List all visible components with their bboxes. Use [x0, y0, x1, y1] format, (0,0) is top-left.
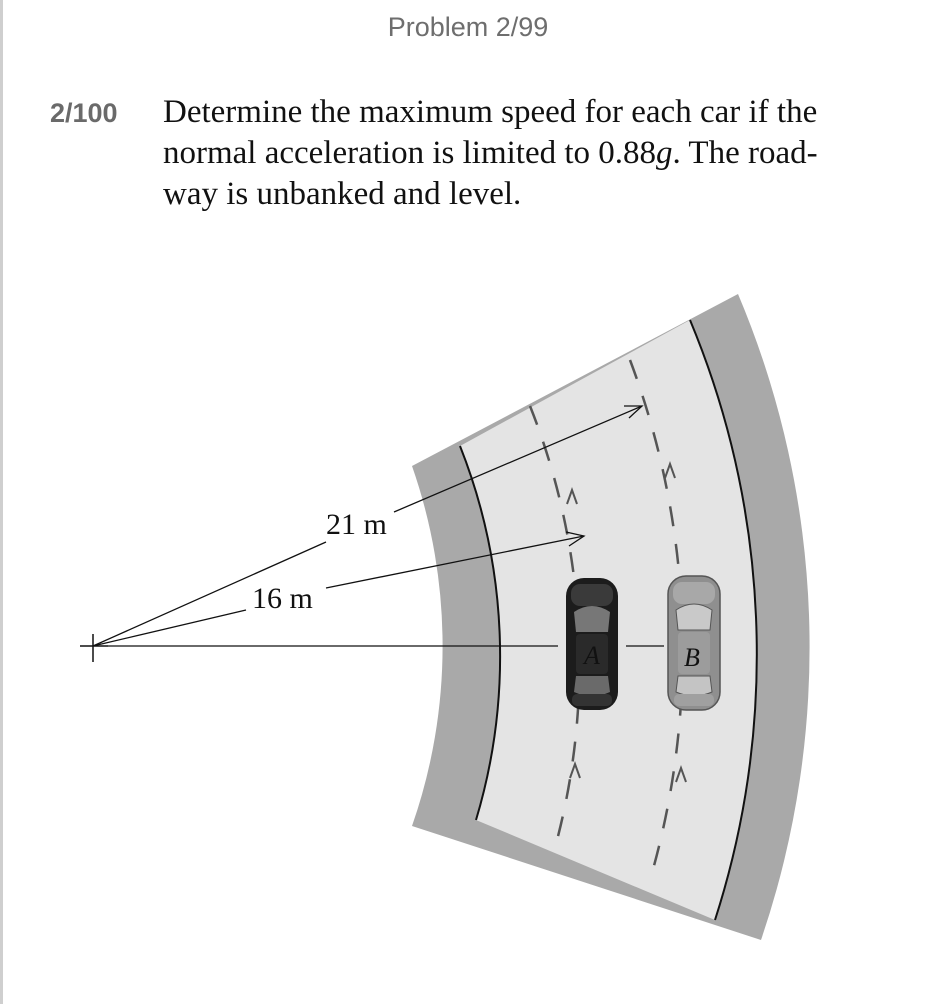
car-b-label: B — [684, 643, 700, 672]
car-a — [566, 578, 618, 710]
statement-line-2b: . The road- — [672, 135, 818, 171]
statement-line-1: Determine the maximum speed for each car if the — [163, 94, 818, 130]
problem-number: 2/100 — [50, 98, 118, 128]
car-b — [668, 576, 720, 710]
car-a-label: A — [584, 641, 600, 670]
radius-line-16m-a — [93, 610, 246, 646]
statement-line-2a: normal acceleration is limited to 0.88 — [163, 135, 657, 171]
radius-label-21m: 21 m — [326, 508, 387, 541]
radius-label-16m: 16 m — [252, 582, 313, 615]
previous-problem-caption: Problem 2/99 — [387, 12, 549, 42]
statement-line-3: way is unbanked and level. — [163, 176, 522, 212]
gravity-symbol: g — [656, 135, 673, 171]
